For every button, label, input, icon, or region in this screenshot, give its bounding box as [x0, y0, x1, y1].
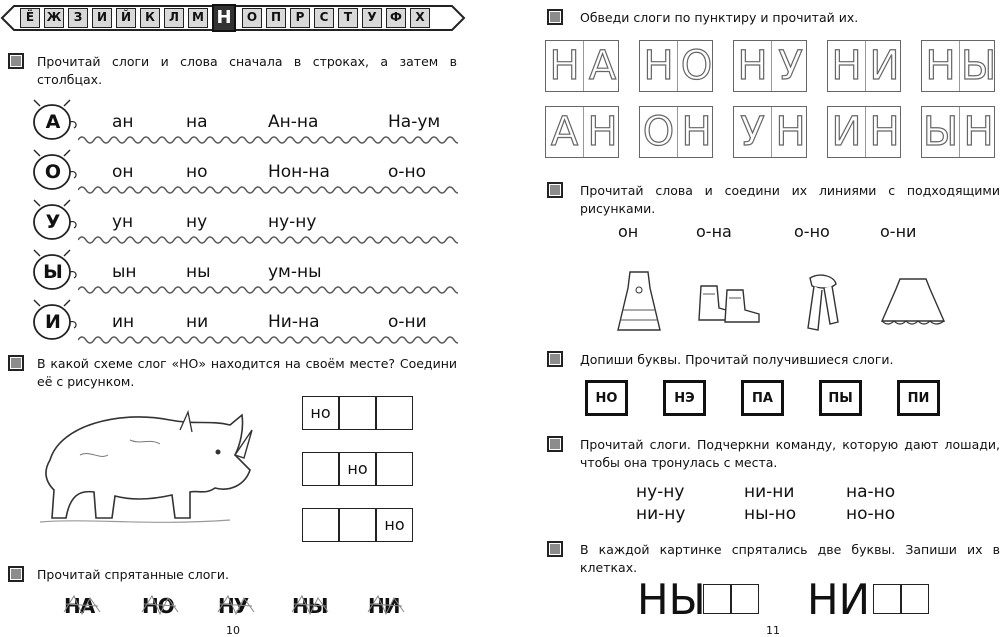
scheme-syllable-box: но — [376, 508, 413, 542]
alphabet-letter: Ё — [20, 8, 40, 28]
task3-instruction: Прочитай спрятанные слоги. — [37, 567, 230, 582]
alphabet-strip — [6, 4, 460, 32]
syllable-pair: на-но — [846, 482, 896, 502]
syllable-cell: на — [186, 112, 208, 132]
trace-card — [639, 106, 713, 158]
partial-syllable-box: ПИ — [897, 380, 940, 416]
scheme-empty-box — [339, 396, 376, 430]
page-number: 11 — [766, 624, 780, 637]
syllable-cell: Нон-на — [268, 162, 330, 182]
scribble-icon — [366, 592, 408, 620]
hidden-letters-picture: НИ — [807, 575, 870, 624]
dotted-letter: О — [680, 43, 713, 89]
dotted-letter: Н — [549, 43, 580, 89]
row-letter: Ы — [43, 261, 63, 283]
word: о-но — [794, 222, 830, 241]
trace-cell — [865, 107, 902, 157]
dotted-letter: Н — [963, 109, 994, 155]
trace-cell — [734, 41, 771, 91]
answer-box — [703, 584, 731, 614]
row-letter: О — [44, 161, 62, 183]
dotted-letter: У — [778, 43, 803, 89]
page-number: 10 — [226, 624, 240, 637]
trace-card — [545, 106, 619, 158]
syllable-cell: Ни-на — [268, 312, 320, 332]
trace-cell — [959, 41, 996, 91]
trace-cell — [546, 41, 583, 91]
syllable-cell: но — [186, 162, 208, 182]
alphabet-letter: Ж — [44, 8, 64, 28]
alphabet-letter: О — [242, 8, 262, 28]
dotted-letter: Н — [681, 109, 712, 155]
partial-syllable-box: ПЫ — [819, 380, 862, 416]
trace-cell — [771, 41, 808, 91]
task2-instruction: В какой схеме слог «НО» находится на своём месте? Соедини её с рисунком. — [37, 356, 457, 389]
dress-icon — [610, 268, 668, 338]
dotted-letter: А — [550, 109, 579, 155]
hidden-syllable: НЫ — [292, 594, 328, 618]
wavy-line — [78, 184, 458, 196]
trace-cell — [828, 107, 865, 157]
row-letter: У — [45, 211, 61, 233]
alphabet-letter: П — [266, 8, 286, 28]
trace-cell — [959, 107, 996, 157]
scribble-icon — [62, 592, 104, 620]
trace-card — [639, 40, 713, 92]
dotted-letter: Н — [737, 43, 768, 89]
answer-box — [901, 584, 929, 614]
alphabet-letter: И — [92, 8, 112, 28]
alphabet-letter: У — [362, 8, 382, 28]
syllable-cell: он — [112, 162, 134, 182]
word: о-на — [696, 222, 732, 241]
trace-cell — [922, 41, 959, 91]
task-marker — [8, 355, 24, 371]
syllable-cell: ун — [112, 212, 134, 232]
dotted-letter: О — [642, 109, 675, 155]
task3-instruction: Допиши буквы. Прочитай получившиеся слоги. — [580, 352, 894, 367]
scheme-empty-box — [376, 452, 413, 486]
syllable-pair: ни-ни — [744, 482, 795, 502]
trace-card — [921, 40, 995, 92]
syllable-cell: о-но — [388, 162, 427, 182]
scheme-syllable-box: но — [302, 396, 339, 430]
trace-card — [921, 106, 995, 158]
scheme-empty-box — [376, 396, 413, 430]
scarf-icon — [800, 272, 845, 334]
word: о-ни — [880, 222, 917, 241]
alphabet-letter: Х — [410, 8, 430, 28]
trace-cell — [828, 41, 865, 91]
syllable-cell: ын — [112, 262, 137, 282]
row-letter: А — [45, 111, 61, 133]
trace-cell — [677, 41, 714, 91]
task-marker — [8, 566, 24, 582]
syllable-cell: ан — [112, 112, 134, 132]
trace-cell — [583, 41, 620, 91]
task2-instruction: Прочитай слова и соедини их линиями с подходящими рисунками. — [580, 183, 1000, 216]
alphabet-letter: Р — [290, 8, 310, 28]
syllable-cell: ну-ну — [268, 212, 317, 232]
syllable-cell: Ан-на — [268, 112, 319, 132]
syllable-cell: ни — [186, 312, 209, 332]
alphabet-letter-highlight: Н — [212, 4, 236, 32]
row-letter: И — [45, 311, 61, 333]
wavy-line — [78, 134, 458, 146]
task-marker — [547, 9, 563, 25]
syllable-cell: ну — [186, 212, 208, 232]
dotted-letter: Н — [775, 109, 806, 155]
boots-icon — [695, 282, 765, 327]
scheme-empty-box — [339, 508, 376, 542]
syllable-pair: ну-ну — [636, 482, 685, 502]
wavy-line — [78, 334, 458, 346]
task1-instruction: Обведи слоги по пунктиру и прочитай их. — [580, 10, 859, 25]
alphabet-letter: З — [68, 8, 88, 28]
syllable-pair: ни-ну — [636, 504, 686, 524]
task4-instruction: Прочитай слоги. Подчеркни команду, которую дают лошади, чтобы она тронулась с места. — [580, 437, 1000, 470]
task-marker — [547, 351, 563, 367]
syllable-cell: о-ни — [388, 312, 427, 332]
dotted-letter: У — [740, 109, 765, 155]
alphabet-letter: М — [188, 8, 208, 28]
dotted-letter: Н — [587, 109, 618, 155]
syllable-cell: ин — [112, 312, 135, 332]
dotted-letter: Н — [925, 43, 956, 89]
hidden-syllable: НО — [142, 594, 174, 618]
dotted-letter: Ы — [922, 109, 959, 155]
dotted-letter: А — [588, 43, 617, 89]
trace-cell — [922, 107, 959, 157]
scribble-icon — [216, 592, 258, 620]
trace-cell — [734, 107, 771, 157]
scribble-icon — [140, 592, 182, 620]
task-marker — [547, 541, 563, 557]
task-marker — [8, 53, 24, 69]
scheme-empty-box — [302, 452, 339, 486]
dotted-letter: Ы — [960, 43, 997, 89]
partial-syllable-box: ПА — [741, 380, 784, 416]
hidden-syllable: НУ — [218, 594, 249, 618]
alphabet-letter: С — [314, 8, 334, 28]
scribble-icon — [290, 592, 332, 620]
dotted-letter: И — [869, 43, 900, 89]
syllable-cell: ны — [186, 262, 211, 282]
hidden-syllable: НИ — [368, 594, 400, 618]
answer-box — [873, 584, 901, 614]
trace-cell — [640, 41, 677, 91]
hidden-syllable: НА — [64, 594, 95, 618]
trace-cell — [546, 107, 583, 157]
trace-card — [545, 40, 619, 92]
syllable-cell: ум-ны — [268, 262, 322, 282]
trace-cell — [640, 107, 677, 157]
syllable-pair: ны-но — [744, 504, 797, 524]
trace-cell — [865, 41, 902, 91]
wavy-line — [78, 234, 458, 246]
trace-card — [827, 40, 901, 92]
trace-cell — [583, 107, 620, 157]
syllable-pair: но-но — [846, 504, 896, 524]
alphabet-letter: К — [140, 8, 160, 28]
dotted-letter: Н — [643, 43, 674, 89]
trace-card — [827, 106, 901, 158]
scheme-syllable-box: но — [339, 452, 376, 486]
answer-box — [731, 584, 759, 614]
task-marker — [547, 182, 563, 198]
trace-card — [733, 40, 807, 92]
word: он — [618, 222, 639, 241]
task-marker — [547, 436, 563, 452]
rhino-icon — [30, 400, 260, 530]
alphabet-letter: Й — [116, 8, 136, 28]
task1-instruction: Прочитай слоги и слова сначала в строках, а затем в столбцах. — [37, 54, 457, 87]
partial-syllable-box: НЭ — [663, 380, 706, 416]
right-page — [500, 0, 1000, 637]
alphabet-letter: Т — [338, 8, 358, 28]
partial-syllable-box: НО — [585, 380, 628, 416]
trace-card — [733, 106, 807, 158]
dotted-letter: Н — [869, 109, 900, 155]
alphabet-letter: Ф — [386, 8, 406, 28]
dotted-letter: И — [831, 109, 862, 155]
wavy-line — [78, 284, 458, 296]
hidden-letters-picture: НЫ — [637, 575, 706, 624]
skirt-icon — [878, 275, 948, 330]
dotted-letter: Н — [831, 43, 862, 89]
syllable-cell: На-ум — [388, 112, 441, 132]
trace-cell — [771, 107, 808, 157]
alphabet-letter: Л — [164, 8, 184, 28]
trace-cell — [677, 107, 714, 157]
scheme-empty-box — [302, 508, 339, 542]
task5-instruction: В каждой картинке спрятались две буквы. Запиши их в клетках. — [580, 542, 1000, 575]
